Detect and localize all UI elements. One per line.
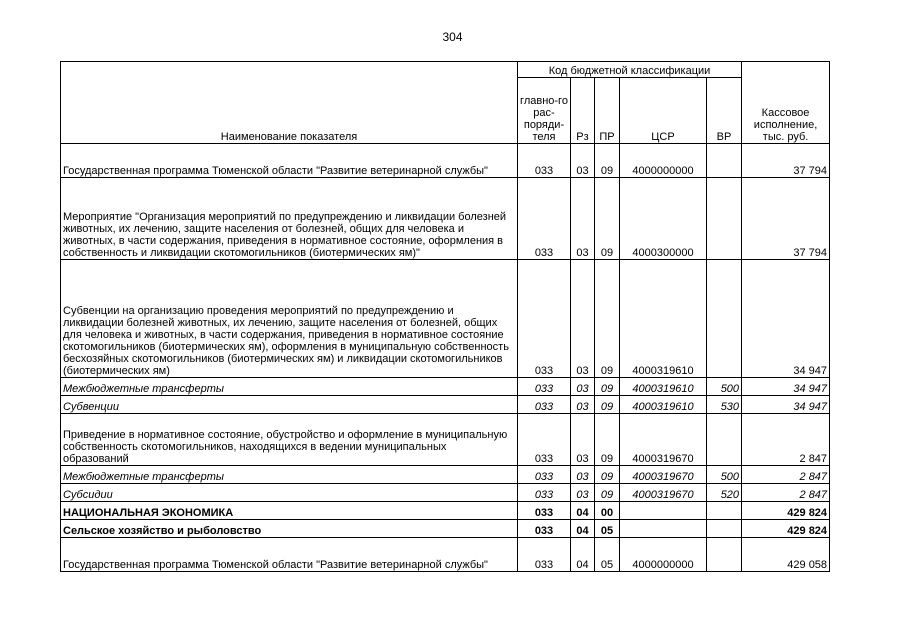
row-pr: 09: [595, 484, 620, 502]
row-rz: 03: [571, 466, 595, 484]
row-rz: 03: [571, 396, 595, 414]
row-vr: [707, 414, 742, 466]
row-vr: 520: [707, 484, 742, 502]
page-number: 304: [442, 30, 463, 44]
row-csr: [620, 520, 707, 538]
row-rz: 04: [571, 502, 595, 520]
row-name: НАЦИОНАЛЬНАЯ ЭКОНОМИКА: [61, 502, 518, 520]
table-row: [61, 520, 830, 538]
row-pr: 05: [595, 520, 620, 538]
row-csr: 4000319610: [620, 396, 707, 414]
row-pr: 09: [595, 466, 620, 484]
row-pr: 09: [595, 414, 620, 466]
row-name: Субвенции на организацию проведения мероприятий по предупреждению и ликвидации болезней животных, их лечению, защите населения от болезней, общих для человека и животных, в части содержания, приведения в нормативное состояние скотомогильников (биотермических ям), оформления в муниципальную собственность бесхозяйных скотомогильников (биотермических ям) и ликвидации скотомогильников (биотермических ям): [61, 260, 518, 378]
row-glavn: 033: [518, 520, 571, 538]
header-name: Наименование показателя: [61, 62, 518, 144]
header-vr: ВР: [707, 78, 742, 144]
row-csr: 4000000000: [620, 144, 707, 178]
row-amount: 2 847: [742, 466, 830, 484]
table-row: [61, 538, 830, 572]
row-rz: 03: [571, 178, 595, 260]
row-amount: 2 847: [742, 484, 830, 502]
row-name: Субсидии: [61, 484, 518, 502]
row-csr: 4000319670: [620, 484, 707, 502]
row-glavn: 033: [518, 414, 571, 466]
budget-table: [60, 61, 830, 572]
row-name: Мероприятие "Организация мероприятий по предупреждению и ликвидации болезней животных, их лечению, защите населения от болезней, общих для человека и животных, в части содержания, приведения в нормативное состояние, оформления в собственность и ликвидации скотомогильников (биотермических ям)": [61, 178, 518, 260]
row-name: Субвенции: [61, 396, 518, 414]
row-csr: 4000319670: [620, 414, 707, 466]
row-glavn: 033: [518, 502, 571, 520]
row-pr: 09: [595, 378, 620, 396]
row-pr: 09: [595, 178, 620, 260]
row-vr: [707, 144, 742, 178]
table-row: [61, 260, 830, 378]
row-name: Государственная программа Тюменской области "Развитие ветеринарной службы": [61, 538, 518, 572]
header-pr: ПР: [595, 78, 620, 144]
row-csr: [620, 502, 707, 520]
row-vr: [707, 520, 742, 538]
header-row-group: [61, 62, 830, 78]
row-amount: 34 947: [742, 396, 830, 414]
table-row: [61, 396, 830, 414]
table-row: [61, 466, 830, 484]
row-glavn: 033: [518, 378, 571, 396]
table-row: [61, 178, 830, 260]
header-rz: Рз: [571, 78, 595, 144]
row-glavn: 033: [518, 484, 571, 502]
row-rz: 04: [571, 538, 595, 572]
row-glavn: 033: [518, 538, 571, 572]
row-vr: [707, 260, 742, 378]
row-rz: 04: [571, 520, 595, 538]
table-row: [61, 378, 830, 396]
row-pr: 00: [595, 502, 620, 520]
row-rz: 03: [571, 378, 595, 396]
row-rz: 03: [571, 260, 595, 378]
row-csr: 4000319670: [620, 466, 707, 484]
row-name: Межбюджетные трансферты: [61, 378, 518, 396]
row-rz: 03: [571, 484, 595, 502]
header-csr: ЦСР: [620, 78, 707, 144]
row-name: Сельское хозяйство и рыболовство: [61, 520, 518, 538]
row-vr: 500: [707, 466, 742, 484]
row-amount: 429 824: [742, 520, 830, 538]
row-amount: 37 794: [742, 178, 830, 260]
row-csr: 4000000000: [620, 538, 707, 572]
row-vr: 530: [707, 396, 742, 414]
row-amount: 37 794: [742, 144, 830, 178]
row-vr: [707, 538, 742, 572]
header-code-group: Код бюджетной классификации: [518, 62, 742, 78]
row-amount: 429 824: [742, 502, 830, 520]
header-glavn: главно-го рас-поряди-теля: [518, 78, 571, 144]
row-amount: 34 947: [742, 378, 830, 396]
table-row: [61, 484, 830, 502]
row-pr: 09: [595, 260, 620, 378]
row-vr: 500: [707, 378, 742, 396]
table-row: [61, 502, 830, 520]
row-glavn: 033: [518, 466, 571, 484]
row-glavn: 033: [518, 178, 571, 260]
row-glavn: 033: [518, 396, 571, 414]
row-amount: 2 847: [742, 414, 830, 466]
row-csr: 4000300000: [620, 178, 707, 260]
row-csr: 4000319610: [620, 260, 707, 378]
row-pr: 09: [595, 396, 620, 414]
row-amount: 34 947: [742, 260, 830, 378]
table-row: [61, 144, 830, 178]
row-pr: 09: [595, 144, 620, 178]
row-amount: 429 058: [742, 538, 830, 572]
row-glavn: 033: [518, 144, 571, 178]
table-row: [61, 414, 830, 466]
row-name: Приведение в нормативное состояние, обустройство и оформление в муниципальную собственность скотомогильников, находящихся в ведении муниципальных образований: [61, 414, 518, 466]
row-vr: [707, 502, 742, 520]
row-glavn: 033: [518, 260, 571, 378]
row-name: Межбюджетные трансферты: [61, 466, 518, 484]
row-name: Государственная программа Тюменской области "Развитие ветеринарной службы": [61, 144, 518, 178]
row-rz: 03: [571, 144, 595, 178]
row-csr: 4000319610: [620, 378, 707, 396]
row-vr: [707, 178, 742, 260]
header-amount: Кассовое исполнение, тыс. руб.: [742, 62, 830, 144]
row-pr: 05: [595, 538, 620, 572]
row-rz: 03: [571, 414, 595, 466]
